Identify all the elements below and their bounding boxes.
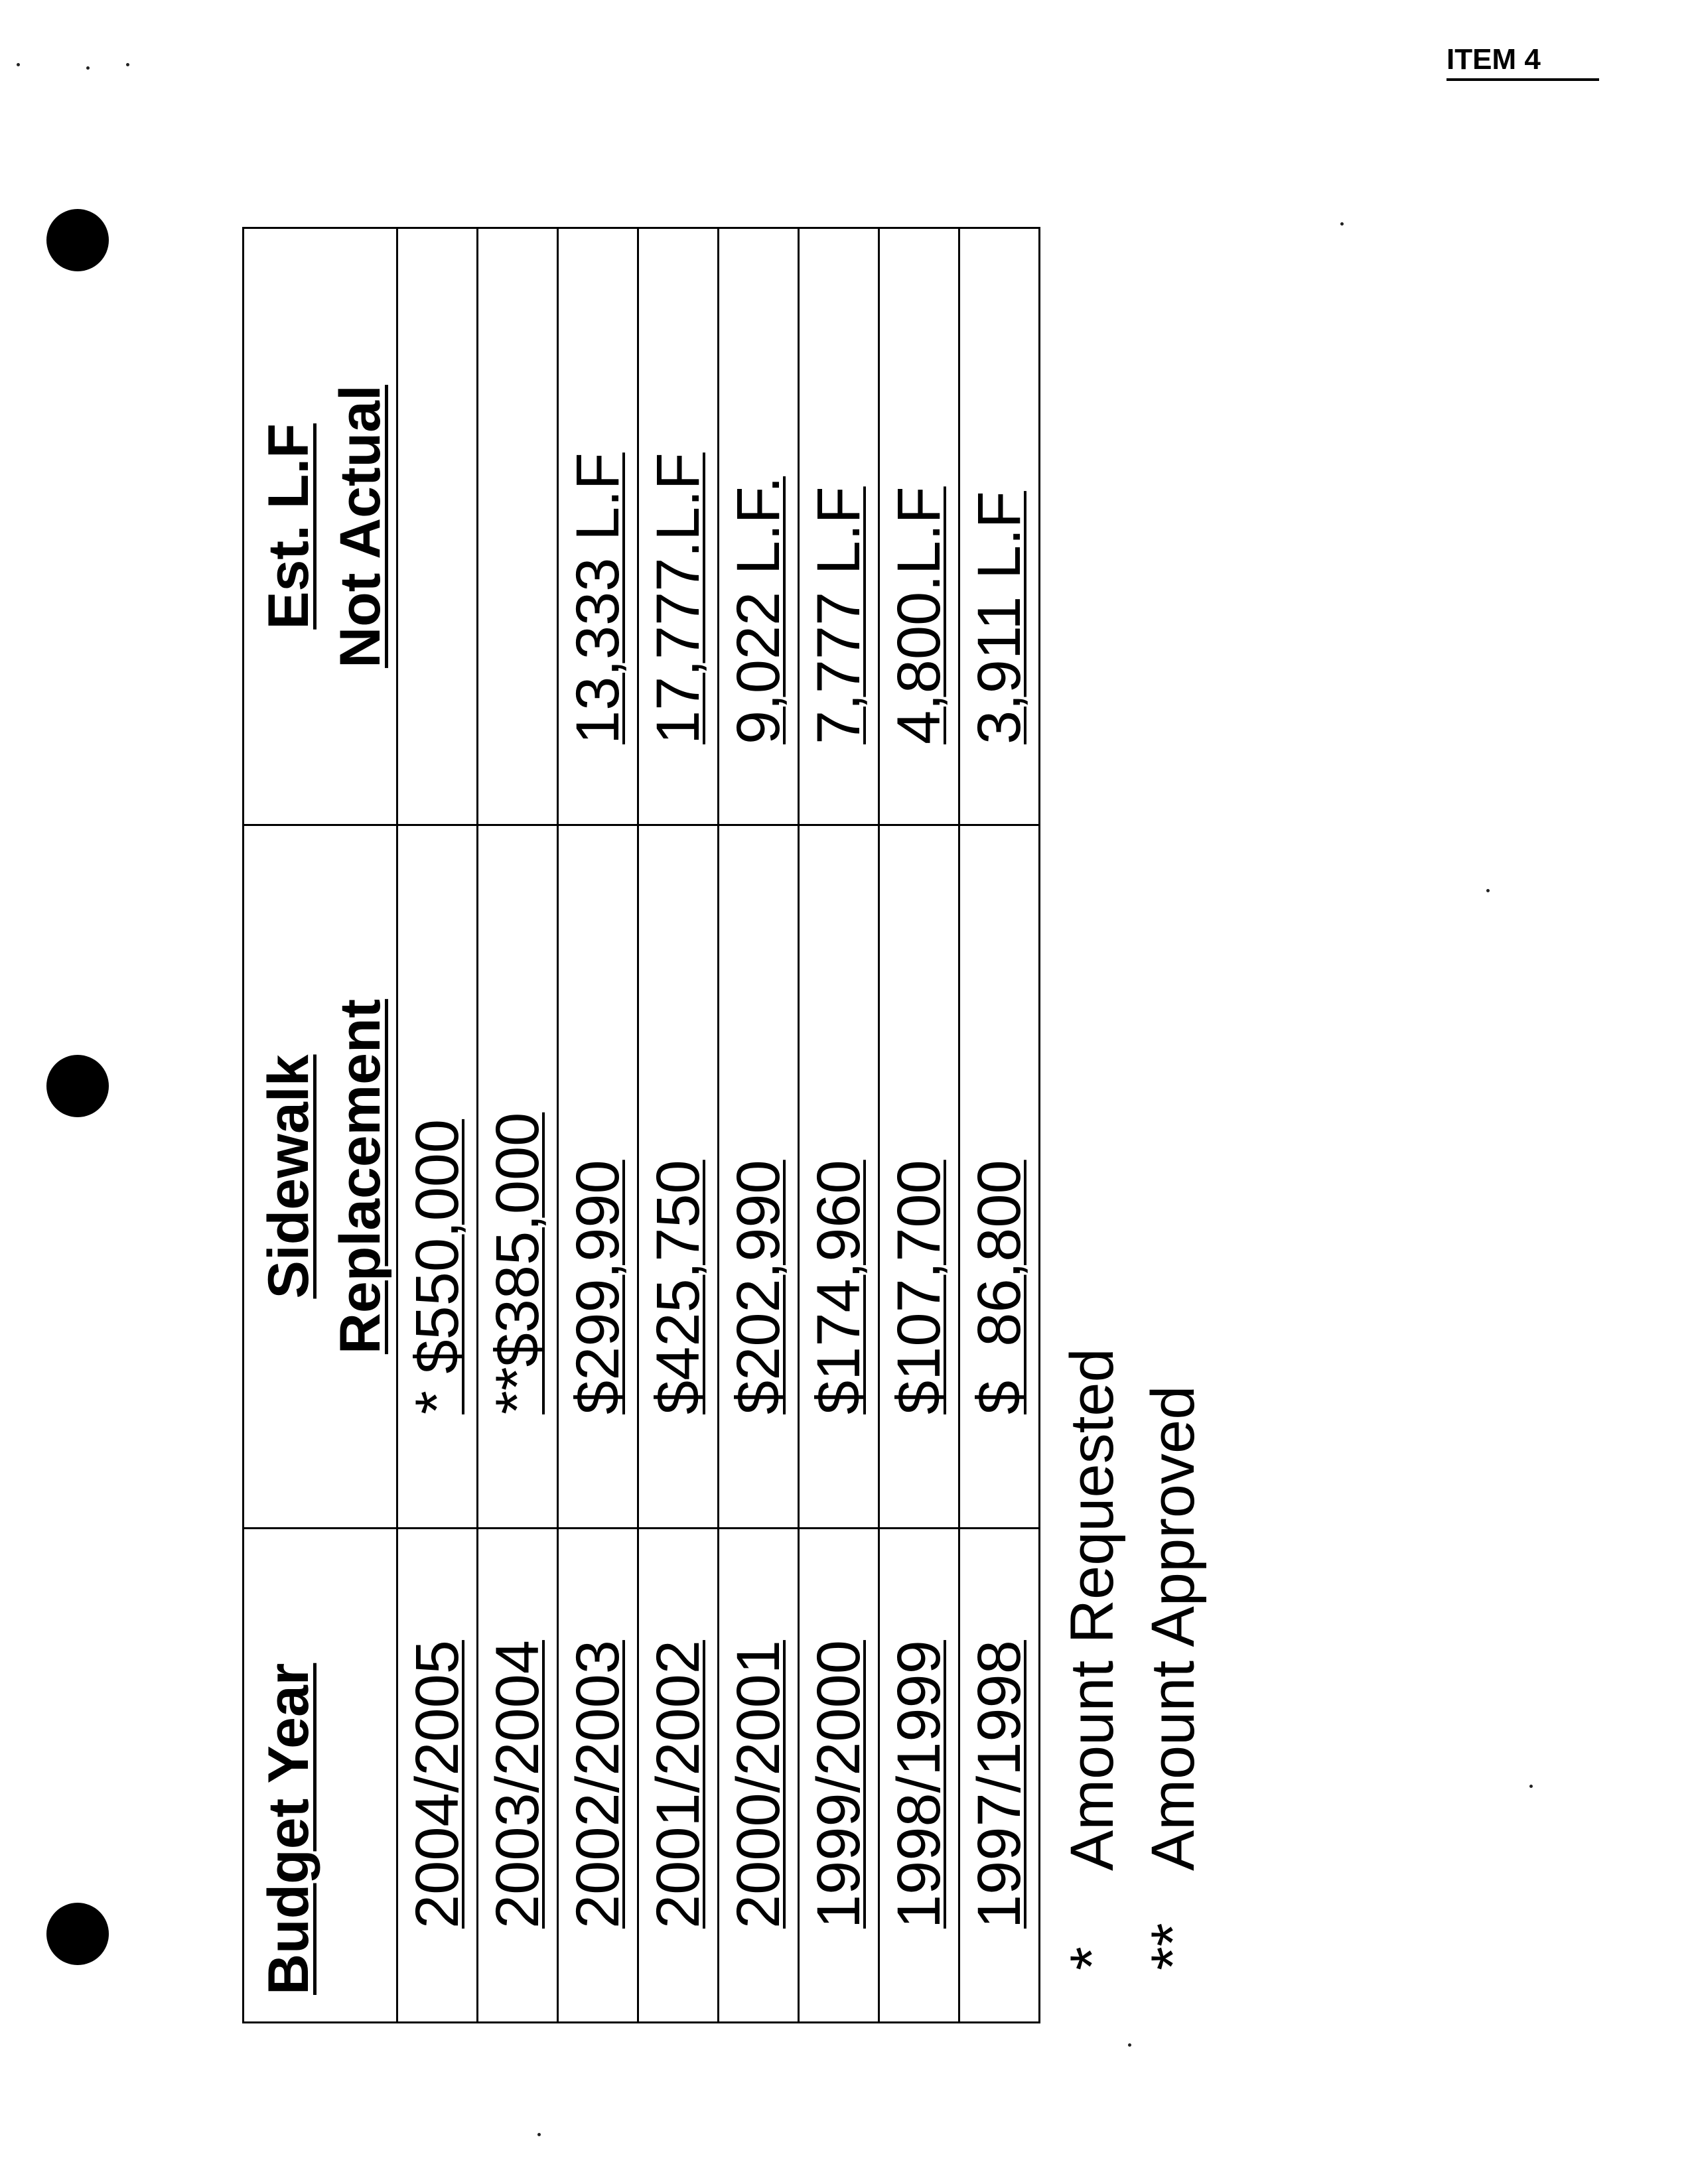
cell-lf: [478, 228, 558, 825]
footnote: [1133, 229, 1214, 2023]
scan-speck: [126, 63, 129, 66]
footnote-text: Amount Requested: [1058, 1348, 1126, 1871]
cell-year: 1998/1999: [879, 1529, 959, 2023]
cell-year: 2000/2001: [719, 1529, 799, 2023]
header-budget-year: Budget Year: [244, 1529, 397, 2023]
cell-lf: [397, 228, 478, 825]
cell-amount: **$385,000: [478, 825, 558, 1529]
table-row: [397, 228, 478, 2023]
cell-lf: 4,800.L.F: [879, 228, 959, 825]
table-row: [719, 228, 799, 2023]
cell-lf: 7,777 L.F: [799, 228, 879, 825]
table-row: [799, 228, 879, 2023]
footnote-mark: *: [1058, 1946, 1126, 1970]
header-sidewalk-replacement: Sidewalk Replacement: [244, 825, 397, 1529]
footnote: [1052, 229, 1133, 2023]
cell-amount: $425,750: [638, 825, 719, 1529]
scan-speck: [86, 66, 90, 70]
cell-year: 2004/2005: [397, 1529, 478, 2023]
table-row: [558, 228, 638, 2023]
footnote-mark: **: [1139, 1923, 1208, 1970]
cell-lf: 17,777.L.F: [638, 228, 719, 825]
cell-lf: 3,911 L.F: [959, 228, 1040, 825]
scan-speck: [537, 2133, 541, 2136]
footnote-text: Amount Approved: [1139, 1385, 1208, 1871]
punch-hole-middle: [46, 1055, 109, 1117]
cell-amount: * $550,000: [397, 825, 478, 1529]
item-label: ITEM 4: [1446, 44, 1599, 81]
scan-speck: [1529, 1785, 1533, 1788]
table-row: [478, 228, 558, 2023]
sidewalk-budget-table: [242, 227, 1040, 2023]
footnotes: [1052, 229, 1214, 2023]
cell-lf: 9,022 L.F.: [719, 228, 799, 825]
cell-amount: $202,990: [719, 825, 799, 1529]
cell-lf: 13,333 L.F: [558, 228, 638, 825]
cell-year: 2001/2002: [638, 1529, 719, 2023]
cell-year: 1997/1998: [959, 1529, 1040, 2023]
table-row: [638, 228, 719, 2023]
scan-speck: [1486, 889, 1490, 892]
punch-hole-bottom: [46, 1903, 109, 1965]
cell-amount: $107,700: [879, 825, 959, 1529]
cell-amount: $ 86,800: [959, 825, 1040, 1529]
scan-speck: [1340, 222, 1344, 226]
table-row: [959, 228, 1040, 2023]
header-est-lf: Est. L.F Not Actual: [244, 228, 397, 825]
scan-speck: [1128, 2043, 1131, 2047]
cell-amount: $299,990: [558, 825, 638, 1529]
cell-year: 1999/2000: [799, 1529, 879, 2023]
cell-year: 2002/2003: [558, 1529, 638, 2023]
cell-year: 2003/2004: [478, 1529, 558, 2023]
punch-hole-top: [46, 209, 109, 271]
cell-amount: $174,960: [799, 825, 879, 1529]
scan-speck: [17, 63, 20, 66]
table-row: [879, 228, 959, 2023]
rotated-page-content: [242, 229, 1208, 2023]
